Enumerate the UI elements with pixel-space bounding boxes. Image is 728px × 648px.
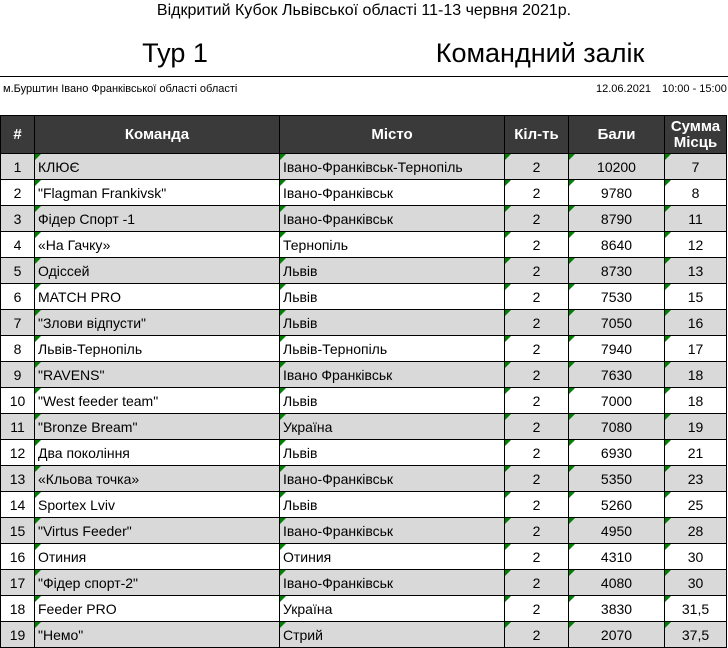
cell-points: 2070 (569, 622, 665, 648)
cell-count: 2 (505, 258, 569, 284)
cell-places-sum: 8 (665, 180, 727, 206)
cell-city: Івано-Франківськ (280, 518, 505, 544)
cell-count: 2 (505, 570, 569, 596)
cell-num: 16 (1, 544, 35, 570)
column-header-num: # (1, 116, 35, 154)
cell-count: 2 (505, 622, 569, 648)
cell-city: Івано-Франківськ-Тернопіль (280, 154, 505, 180)
table-row (1, 388, 727, 414)
cell-city: Україна (280, 596, 505, 622)
table-row (1, 440, 727, 466)
table-row (1, 414, 727, 440)
cell-points: 7050 (569, 310, 665, 336)
cell-num: 7 (1, 310, 35, 336)
cell-places-sum: 11 (665, 206, 727, 232)
cell-count: 2 (505, 466, 569, 492)
cell-num: 9 (1, 362, 35, 388)
cell-team: Фідер Спорт -1 (35, 206, 280, 232)
cell-team: Два покоління (35, 440, 280, 466)
cell-city: Львів (280, 310, 505, 336)
cell-count: 2 (505, 414, 569, 440)
cell-num: 6 (1, 284, 35, 310)
cell-num: 11 (1, 414, 35, 440)
table-row (1, 362, 727, 388)
table-row (1, 518, 727, 544)
table-row (1, 570, 727, 596)
cell-places-sum: 37,5 (665, 622, 727, 648)
cell-city: Івано Франківськ (280, 362, 505, 388)
cell-points: 7080 (569, 414, 665, 440)
cell-count: 2 (505, 544, 569, 570)
cell-team: MATCH PRO (35, 284, 280, 310)
cell-num: 5 (1, 258, 35, 284)
table-row (1, 466, 727, 492)
cell-places-sum: 30 (665, 570, 727, 596)
cell-team: "RAVENS" (35, 362, 280, 388)
cell-team: Sportex Lviv (35, 492, 280, 518)
column-header-points: Бали (569, 116, 665, 154)
cell-places-sum: 12 (665, 232, 727, 258)
cell-places-sum: 18 (665, 362, 727, 388)
table-body (1, 154, 727, 648)
cell-points: 8730 (569, 258, 665, 284)
cell-count: 2 (505, 518, 569, 544)
cell-team: КЛЮЄ (35, 154, 280, 180)
cell-team: "Bronze Bream" (35, 414, 280, 440)
cell-count: 2 (505, 336, 569, 362)
cell-city: Івано-Франківськ (280, 180, 505, 206)
column-header-places-sum (665, 116, 727, 154)
cell-points: 3830 (569, 596, 665, 622)
cell-count: 2 (505, 232, 569, 258)
cell-num: 12 (1, 440, 35, 466)
cell-count: 2 (505, 362, 569, 388)
table-row (1, 310, 727, 336)
cell-team: "Virtus Feeder" (35, 518, 280, 544)
table-row (1, 206, 727, 232)
cell-points: 9780 (569, 180, 665, 206)
cell-points: 8640 (569, 232, 665, 258)
table-row (1, 284, 727, 310)
cell-count: 2 (505, 388, 569, 414)
cell-team: «Кльова точка» (35, 466, 280, 492)
cell-places-sum: 19 (665, 414, 727, 440)
cell-city: Львів (280, 388, 505, 414)
cell-city: Україна (280, 414, 505, 440)
standings-table (0, 115, 727, 648)
cell-city: Стрий (280, 622, 505, 648)
cell-team: "Flagman Frankivsk" (35, 180, 280, 206)
column-header-team: Команда (35, 116, 280, 154)
cell-num: 10 (1, 388, 35, 414)
table-row (1, 336, 727, 362)
cell-team: "Фідер спорт-2" (35, 570, 280, 596)
cell-city: Отиния (280, 544, 505, 570)
cell-team: "West feeder team" (35, 388, 280, 414)
cell-team: "Злови відпусти" (35, 310, 280, 336)
cell-city: Львів (280, 284, 505, 310)
cell-places-sum: 21 (665, 440, 727, 466)
date-label: 12.06.2021 (596, 83, 652, 95)
cell-places-sum: 30 (665, 544, 727, 570)
cell-count: 2 (505, 492, 569, 518)
cell-points: 4080 (569, 570, 665, 596)
cell-points: 4310 (569, 544, 665, 570)
cell-team: "Немо" (35, 622, 280, 648)
cell-count: 2 (505, 206, 569, 232)
cell-team: Одіссей (35, 258, 280, 284)
cell-num: 18 (1, 596, 35, 622)
cell-city: Львів (280, 258, 505, 284)
cell-num: 15 (1, 518, 35, 544)
table-row (1, 544, 727, 570)
places-sum-line2: Місць (673, 133, 718, 151)
cell-places-sum: 17 (665, 336, 727, 362)
table-row (1, 622, 727, 648)
cell-points: 7530 (569, 284, 665, 310)
cell-team: Feeder PRO (35, 596, 280, 622)
table-row (1, 180, 727, 206)
cell-count: 2 (505, 180, 569, 206)
cell-points: 8790 (569, 206, 665, 232)
venue-label: м.Бурштин Івано Франківської області області (3, 83, 238, 95)
cell-num: 8 (1, 336, 35, 362)
table-row (1, 492, 727, 518)
table-row (1, 232, 727, 258)
cell-num: 1 (1, 154, 35, 180)
column-header-count: Кіл-ть (505, 116, 569, 154)
cell-places-sum: 25 (665, 492, 727, 518)
cell-city: Львів (280, 440, 505, 466)
event-title: Відкритий Кубок Львівської області 11-13 червня 2021р. (156, 2, 572, 19)
cell-points: 7940 (569, 336, 665, 362)
cell-points: 10200 (569, 154, 665, 180)
cell-city: Львів-Тернопіль (280, 336, 505, 362)
cell-num: 17 (1, 570, 35, 596)
cell-num: 14 (1, 492, 35, 518)
cell-count: 2 (505, 440, 569, 466)
cell-places-sum: 23 (665, 466, 727, 492)
cell-places-sum: 7 (665, 154, 727, 180)
cell-count: 2 (505, 596, 569, 622)
cell-points: 7630 (569, 362, 665, 388)
cell-num: 19 (1, 622, 35, 648)
table-row (1, 258, 727, 284)
cell-team: Отиния (35, 544, 280, 570)
cell-city: Івано-Франківськ (280, 206, 505, 232)
cell-places-sum: 13 (665, 258, 727, 284)
places-sum-line1: Сумма (670, 117, 721, 135)
standings-title: Командний залік (435, 38, 645, 68)
cell-city: Івано-Франківськ (280, 570, 505, 596)
cell-points: 5350 (569, 466, 665, 492)
cell-places-sum: 31,5 (665, 596, 727, 622)
column-header-city: Місто (280, 116, 505, 154)
cell-points: 7000 (569, 388, 665, 414)
cell-points: 4950 (569, 518, 665, 544)
cell-num: 3 (1, 206, 35, 232)
cell-places-sum: 16 (665, 310, 727, 336)
cell-places-sum: 15 (665, 284, 727, 310)
cell-places-sum: 18 (665, 388, 727, 414)
table-header-row (1, 116, 727, 154)
cell-points: 6930 (569, 440, 665, 466)
cell-num: 13 (1, 466, 35, 492)
cell-count: 2 (505, 284, 569, 310)
cell-city: Львів (280, 492, 505, 518)
cell-count: 2 (505, 310, 569, 336)
cell-team: Львів-Тернопіль (35, 336, 280, 362)
info-line (0, 76, 728, 101)
cell-city: Тернопіль (280, 232, 505, 258)
time-label: 10:00 - 15:00 (662, 83, 727, 95)
table-row (1, 154, 727, 180)
cell-city: Івано-Франківськ (280, 466, 505, 492)
cell-num: 4 (1, 232, 35, 258)
cell-num: 2 (1, 180, 35, 206)
cell-points: 5260 (569, 492, 665, 518)
round-title: Тур 1 (142, 38, 208, 68)
table-row (1, 596, 727, 622)
cell-places-sum: 28 (665, 518, 727, 544)
cell-team: «На Гачку» (35, 232, 280, 258)
cell-count: 2 (505, 154, 569, 180)
